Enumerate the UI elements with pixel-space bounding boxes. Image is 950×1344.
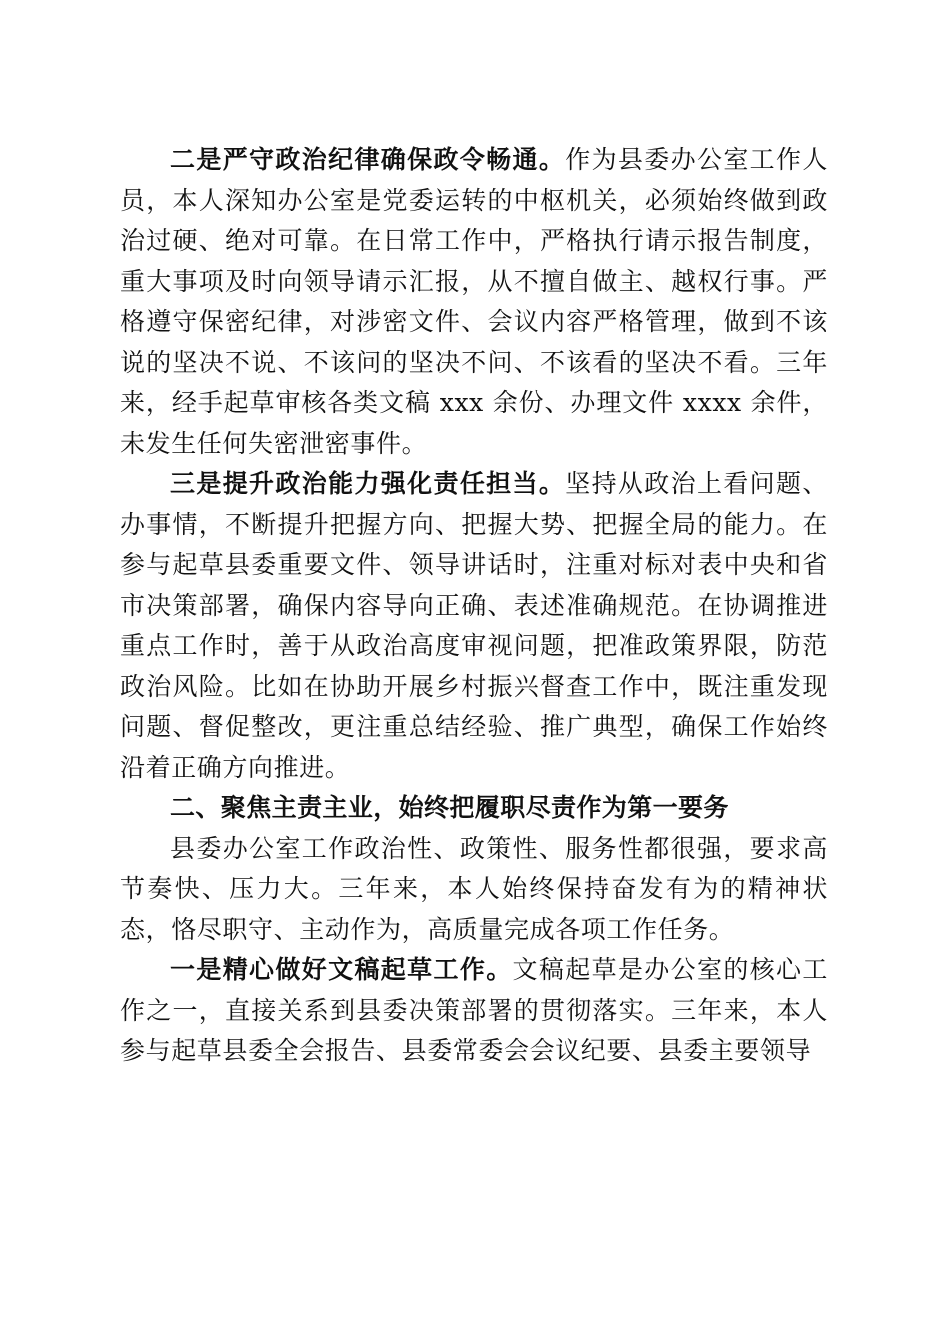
paragraph-drafting xyxy=(120,950,828,1072)
paragraph-lead: 三是提升政治能力强化责任担当。 xyxy=(170,469,566,498)
document-page xyxy=(120,140,828,1072)
section-heading: 二、聚焦主责主业，始终把履职尽责作为第一要务 xyxy=(170,793,729,822)
paragraph-political-ability xyxy=(120,464,828,788)
paragraph-political-discipline xyxy=(120,140,828,464)
section-intro: 县委办公室工作政治性、政策性、服务性都很强，要求高节奏快、压力大。三年来，本人始终保持奋发有为的精神状态，恪尽职守、主动作为，高质量完成各项工作任务。 xyxy=(120,833,828,944)
paragraph-body: 作为县委办公室工作人员，本人深知办公室是党委运转的中枢机关，必须始终做到政治过硬、绝对可靠。在日常工作中，严格执行请示报告制度，重大事项及时向领导请示汇报，从不擅自做主、越权行事。严格遵守保密纪律，对涉密文件、会议内容严格管理，做到不该说的坚决不说、不该问的坚决不问、不该看的坚决不看。三年来，经手起草审核各类文稿 xxx 余份、办理文件 xxxx 余件，未发生任何失密泄密事件。 xyxy=(120,145,828,458)
paragraph-body: 坚持从政治上看问题、办事情，不断提升把握方向、把握大势、把握全局的能力。在参与起草县委重要文件、领导讲话时，注重对标对表中央和省市决策部署，确保内容导向正确、表述准确规范。在协调推进重点工作时，善于从政治高度审视问题，把准政策界限，防范政治风险。比如在协助开展乡村振兴督查工作中，既注重发现问题、督促整改，更注重总结经验、推广典型，确保工作始终沿着正确方向推进。 xyxy=(120,469,828,782)
paragraph-lead: 二是严守政治纪律确保政令畅通。 xyxy=(170,145,566,174)
paragraph-lead: 一是精心做好文稿起草工作。 xyxy=(170,955,513,984)
paragraph-body: 文稿起草是办公室的核心工作之一，直接关系到县委决策部署的贯彻落实。三年来，本人参与起草县委全会报告、县委常委会会议纪要、县委主要领导 xyxy=(120,955,828,1065)
